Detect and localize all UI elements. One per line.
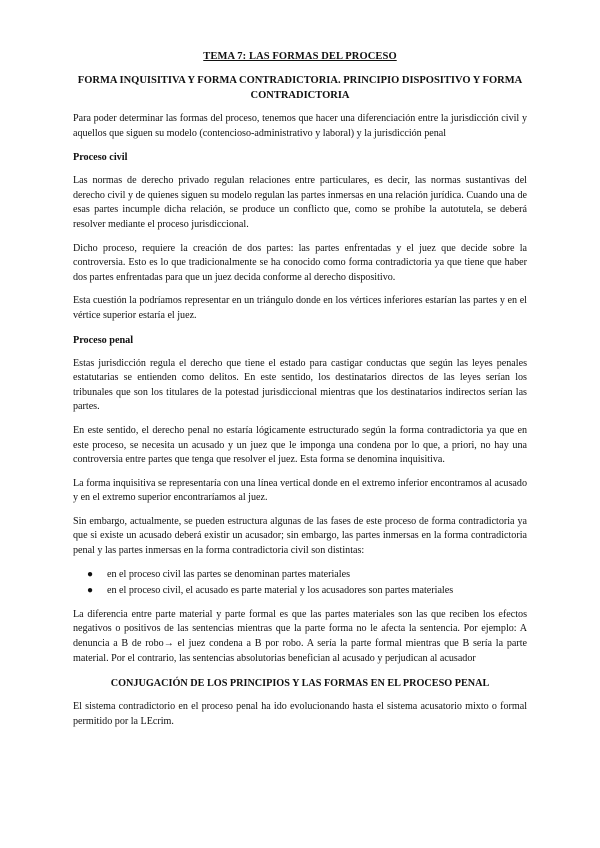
penal-paragraph-4: Sin embargo, actualmente, se pueden estructura algunas de las fases de este proceso de forma contradictoria ya que si existe un acusado deberá existir un acusador; sin embargo, las partes inmersas en la forma contradictoria penal y las partes inmersas en la forma contradictoria civil son distintas: <box>73 515 527 557</box>
bullet-icon: ● <box>87 568 94 580</box>
list-item <box>73 568 527 583</box>
intro-paragraph: Para poder determinar las formas del proceso, tenemos que hacer una diferenciación entre la jurisdicción civil y aquellos que siguen su modelo (contencioso-administrativo y laboral) y la jurisdicción penal <box>73 113 527 139</box>
bullet-icon: ● <box>87 585 94 597</box>
civil-paragraph-1: Las normas de derecho privado regulan relaciones entre particulares, es decir, las normas sustantivas del derecho civil y de quienes siguen su modelo regulan las partes inmersas en una relación jurídica. Cuando una de esas partes incumple dicha relación, se produce un conflicto que, como se prohíbe la autotutela, se deberá resolver mediante el proceso jurisdiccional. <box>73 175 527 230</box>
subtitle: FORMA INQUISITIVA Y FORMA CONTRADICTORIA. PRINCIPIO DISPOSITIVO Y FORMA CONTRADICTORIA <box>77 75 523 101</box>
penal-paragraph-1: Estas jurisdicción regula el derecho que tiene el estado para castigar conductas que según las leyes penales estatutarias se entienden como delitos. En este sentido, los destinatarios directos de las leyes serían los tribunales que son los titulares de la potestad jurisdiccional mientras que los destinatarios indirectos serían las partes. <box>73 357 527 413</box>
civil-paragraph-2: Dicho proceso, requiere la creación de dos partes: las partes enfrentadas y el juez que decide sobre la controversia. Esto es lo que tradicionalmente se ha conocido como forma contradictoria ya que tiene que haber dos partes enfrentadas para que un juez decida conforme al derecho dispositivo. <box>73 242 527 283</box>
penal-paragraph-2: En este sentido, el derecho penal no estaría lógicamente estructurado según la forma contradictoria ya que en este proceso, se necesita un acusado y un juez que le imponga una condena por lo que, a priori, no hay una controversia entre partes que tenga que resolver el juez. Esta forma se denomina inquisitiva. <box>73 424 527 466</box>
parties-list <box>73 568 527 599</box>
penal-heading: Proceso penal <box>73 334 134 346</box>
list-item-text: en el proceso civil las partes se denominan partes materiales <box>107 568 350 580</box>
penal-paragraph-3: La forma inquisitiva se representaría con una línea vertical donde en el extremo inferior encontramos al acusado y en el extremo superior encontraríamos al juez. <box>73 477 527 504</box>
civil-heading: Proceso civil <box>73 152 128 164</box>
document-page <box>73 51 527 738</box>
penal-paragraph-5: La diferencia entre parte material y parte formal es que las partes materiales son las que reciben los efectos negativos o positivos de las sentencias mientras que la parte forma no le afecta la sentencia. Por ejemplo: A denuncia a B de robo→ el juez condena a B por robo. A sería la parte formal mientras que B sería la parte material. Por el contrario, las sentencias absolutorias benefician al acusado y perjudican al acusador <box>73 608 527 664</box>
conjugation-heading: CONJUGACIÓN DE LOS PRINCIPIOS Y LAS FORMAS EN EL PROCESO PENAL <box>110 678 490 690</box>
civil-paragraph-3: Esta cuestión la podríamos representar en un triángulo donde en los vértices inferiores estarían las partes y en el vértice superior estaría el juez. <box>73 295 527 321</box>
conjugation-paragraph: El sistema contradictorio en el proceso penal ha ido evolucionando hasta el sistema acusatorio mixto o formal permitido por la LEcrim. <box>73 701 527 727</box>
page-title: TEMA 7: LAS FORMAS DEL PROCESO <box>203 51 397 62</box>
list-item-text: en el proceso civil, el acusado es parte material y los acusadores son partes materiales <box>107 585 454 597</box>
list-item <box>73 584 527 599</box>
